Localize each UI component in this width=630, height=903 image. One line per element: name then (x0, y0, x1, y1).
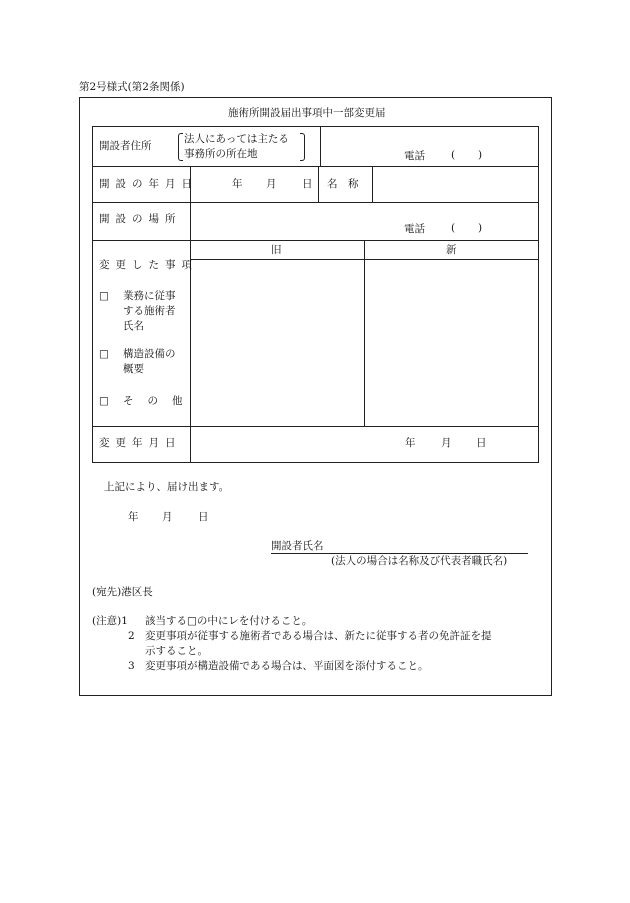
checkbox-structure[interactable]: □ (99, 348, 109, 360)
address-label: 開設者住所 (99, 140, 152, 152)
option-structure-line2: 概要 (123, 363, 144, 375)
address-note-line1: 法人にあっては主たる (184, 133, 289, 145)
note-1: 該当する□の中にレを付けること。 (145, 615, 313, 627)
changed-items-label: 変更した事項 (99, 259, 198, 271)
location-phone-label: 電話 (404, 223, 425, 235)
old-header: 旧 (271, 244, 282, 256)
row-divider (92, 240, 539, 241)
change-date-day: 日 (476, 437, 487, 449)
name-label: 名 称 (327, 178, 359, 190)
address-note-line2: 事務所の所在地 (184, 148, 258, 160)
old-new-divider (364, 240, 365, 426)
open-date-label: 開設の年月日 (99, 178, 198, 190)
name-value-divider (372, 166, 373, 202)
addressee: (宛先)港区長 (92, 586, 153, 598)
open-date-month: 月 (266, 178, 277, 190)
address-note-bracket-left (178, 133, 183, 161)
note-3: 変更事項が構造設備である場合は、平面図を添付すること。 (145, 660, 429, 672)
change-date-year: 年 (405, 437, 416, 449)
statement: 上記により、届け出ます。 (104, 481, 230, 493)
note-2-number: 2 (128, 630, 135, 642)
note-2-line2: 示すること。 (145, 645, 208, 657)
notes-prefix: (注意)1 (92, 615, 128, 627)
note-3-number: 3 (128, 660, 135, 672)
option-practitioner-line2: する施術者 (123, 305, 176, 317)
note-2-line1: 変更事項が従事する施術者である場合は、新たに従事する者の免許証を提 (145, 630, 492, 642)
option-other: その他 (123, 395, 197, 407)
location-label: 開設の場所 (99, 213, 182, 225)
phone-label: 電話 (404, 150, 425, 162)
option-practitioner-line3: 氏名 (123, 320, 144, 332)
applicant-name-label: 開設者氏名 (271, 540, 324, 552)
phone-paren-close: ) (478, 149, 483, 161)
open-date-year: 年 (232, 178, 243, 190)
phone-paren-open: ( (451, 149, 456, 161)
form-title: 施術所開設届出事項中一部変更届 (228, 107, 386, 119)
applicant-note: (法人の場合は名称及び代表者職氏名) (331, 555, 508, 567)
address-column-divider (320, 126, 321, 166)
applicant-name-underline (271, 553, 528, 554)
form-number: 第2号様式(第2条関係) (79, 81, 185, 93)
change-date-label: 変更年月日 (99, 437, 182, 449)
row-divider (92, 166, 539, 167)
address-note-bracket-right (300, 133, 305, 161)
row-divider (92, 202, 539, 203)
row-divider (92, 426, 539, 427)
location-paren-open: ( (451, 222, 456, 234)
change-date-month: 月 (441, 437, 452, 449)
submit-month: 月 (162, 511, 173, 523)
submit-day: 日 (198, 511, 209, 523)
label-column-divider (190, 166, 191, 463)
option-structure-line1: 構造設備の (123, 348, 176, 360)
location-paren-close: ) (478, 222, 483, 234)
new-header: 新 (446, 244, 457, 256)
date-name-divider (318, 166, 319, 202)
option-practitioner-line1: 業務に従事 (123, 290, 176, 302)
checkbox-practitioner[interactable]: □ (99, 290, 109, 302)
checkbox-other[interactable]: □ (99, 395, 109, 407)
submit-year: 年 (128, 511, 139, 523)
open-date-day: 日 (302, 178, 313, 190)
